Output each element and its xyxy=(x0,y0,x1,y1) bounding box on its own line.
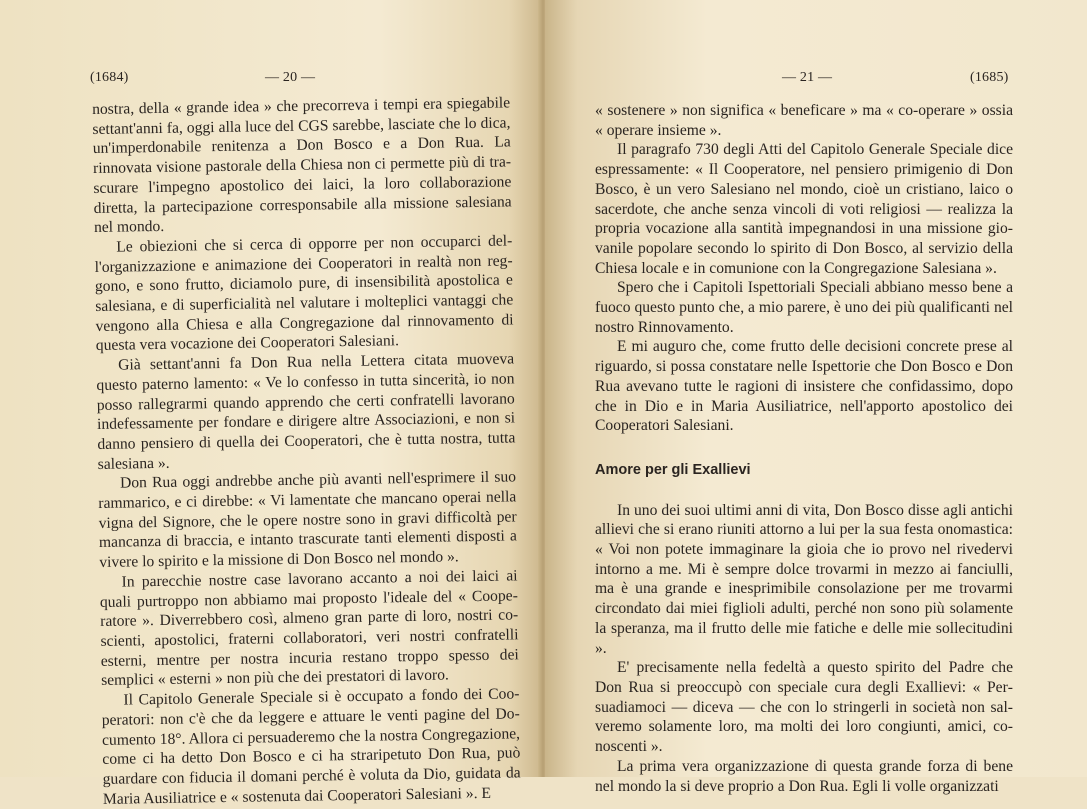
paragraph: nostra, della « grande idea » che precorreva i tempi era spiegabile settant'anni fa, oggi alla luce del CGS sarebbe, lasciate che lo dica, un'imperdonabile renitenza a Don Bosco e a Don Rua. La rinnovata visione pastorale della Chiesa non ci permette più di trascurare l'impegno apostolico dei laici, la loro collaborazione diretta, la partecipazione corresponsabile alla missione salesiana nel mondo. xyxy=(92,94,512,237)
left-page xyxy=(0,0,541,808)
paragraph: Il paragrafo 730 degli Atti del Capitolo Generale Speciale dice espressamente: « Il Cooperatore, nel pensiero primigenio di Don Bosco, è un vero Salesiano nel mondo, cioè un cristiano, laico o sacerdote, che anche senza vincoli di voti religiosi — realizza la propria vocazione alla santità impegnandosi in una missione giovanile popolare secondo lo spirito di Don Bosco, al servizio della Chiesa locale e in comunione con la Congregazione Salesiana ». xyxy=(595,141,1013,277)
section-heading: Amore per gli Exallievi xyxy=(595,461,751,478)
paragraph: Le obiezioni che si cerca di opporre per non occuparci dell'organizzazione e animazione dei Cooperatori in realtà non reggono, e sono frutto, diciamolo pure, di insensibilità apostolica e salesiana, e di superficialità nel valutare i molteplici vantaggi che vengono alla Chiesa e alla Congregazione dal rinnovamento di questa vera vocazione dei Cooperatori Salesiani. xyxy=(94,232,514,355)
paragraph: E mi auguro che, come frutto delle decisioni concrete prese al riguardo, si possa constatare nelle Ispettorie che Don Bosco e Don Rua avevano tutte le ragioni di insistere che confidassimo, dopo che in Dio e in Maria Ausiliatrice, nell'apporto apostolico dei Cooperatori Salesiani. xyxy=(595,338,1013,435)
right-body xyxy=(595,101,1013,796)
right-page xyxy=(545,0,1087,795)
paragraph: Già settant'anni fa Don Rua nella Lettera citata muoveva questo paterno lamento: « Ve lo confesso in tutta sincerità, io non posso rallegrarmi quando apprendo che certi confratelli lavorano indefessamente per fondare e dirigere altre Associazioni, e non si danno pensiero di quella dei Cooperatori, che è tutta nostra, tutta salesiana ». xyxy=(96,350,516,473)
right-page-number: — 21 — xyxy=(782,70,833,85)
paragraph: E' precisamente nella fedeltà a questo spirito del Padre che Don Rua si preoccupò con speciale cura degli Exallievi: « Persuadiamoci — diceva — che con lo stringerli in società non salveremo solamente loro, ma molti dei loro congiunti, amici, conoscenti ». xyxy=(595,659,1013,756)
paragraph: In uno dei suoi ultimi anni di vita, Don Bosco disse agli antichi allievi che si erano riuniti attorno a lui per la sua festa onomastica: « Voi non potete immaginare la gioia che io provo nel rivedervi intorno a me. Mi è sempre dolce trovarmi in mezzo ai fanciulli, ma è una grande e inesprimibile consolazione per me trovarmi circondato dai miei figlioli adulti, perché non sono più solamente la speranza, ma il frutto delle mie fatiche e delle mie sollecitudini ». xyxy=(595,501,1013,657)
paragraph: La prima vera organizzazione di questa grande forza di bene nel mondo la si deve proprio a Don Rua. Egli li volle organizzati xyxy=(595,757,1013,795)
paragraph: Il Capitolo Generale Speciale si è occupato a fondo dei Cooperatori: non c'è che da leggere e attuare le venti pagine del Documento 18°. Allora ci persuaderemo che la nostra Congregazione, come ci ha detto Don Bosco e ci ha straripetuto Don Rua, può guardare con fiducia il domani perché è voluta da Dio, guidata da Maria Ausiliatrice e « sostenuta dai Cooperatori Salesiani ». E xyxy=(101,685,521,808)
paragraph: In parecchie nostre case lavorano accanto a noi dei laici ai quali purtroppo non abbiamo mai proposto l'ideale del « Cooperatore ». Diverrebbero così, almeno gran parte di loro, nostri coscienti, apostolici, fraterni collaboratori, veri nostri confratelli esterni, mentre per nostra incuria restano troppo spesso dei semplici « esterni » non più che dei prestatori di lavoro. xyxy=(99,567,519,690)
left-running-head: (1684) xyxy=(90,70,129,85)
paragraph: Spero che i Capitoli Ispettoriali Speciali abbiano messo bene a fuoco questo punto che, a mio parere, è uno dei più qualificanti nel nostro Rinnovamento. xyxy=(595,279,1013,336)
left-page-number: — 20 — xyxy=(265,70,316,85)
left-body xyxy=(92,93,521,809)
paragraph: Don Rua oggi andrebbe anche più avanti nell'esprimere il suo rammarico, e ci direbbe: « Vi lamentate che mancano operai nella vigna del Signore, che le opere nostre sono in gravi difficoltà per mancanza di braccia, e intanto trascurate tanti elementi disposti a vivere lo spirito e la missione di Don Bosco nel mondo ». xyxy=(98,468,518,572)
paragraph: « sostenere » non significa « beneficare » ma « co-operare » ossia « operare insieme ». xyxy=(595,102,1013,139)
right-running-head: (1685) xyxy=(970,70,1009,85)
